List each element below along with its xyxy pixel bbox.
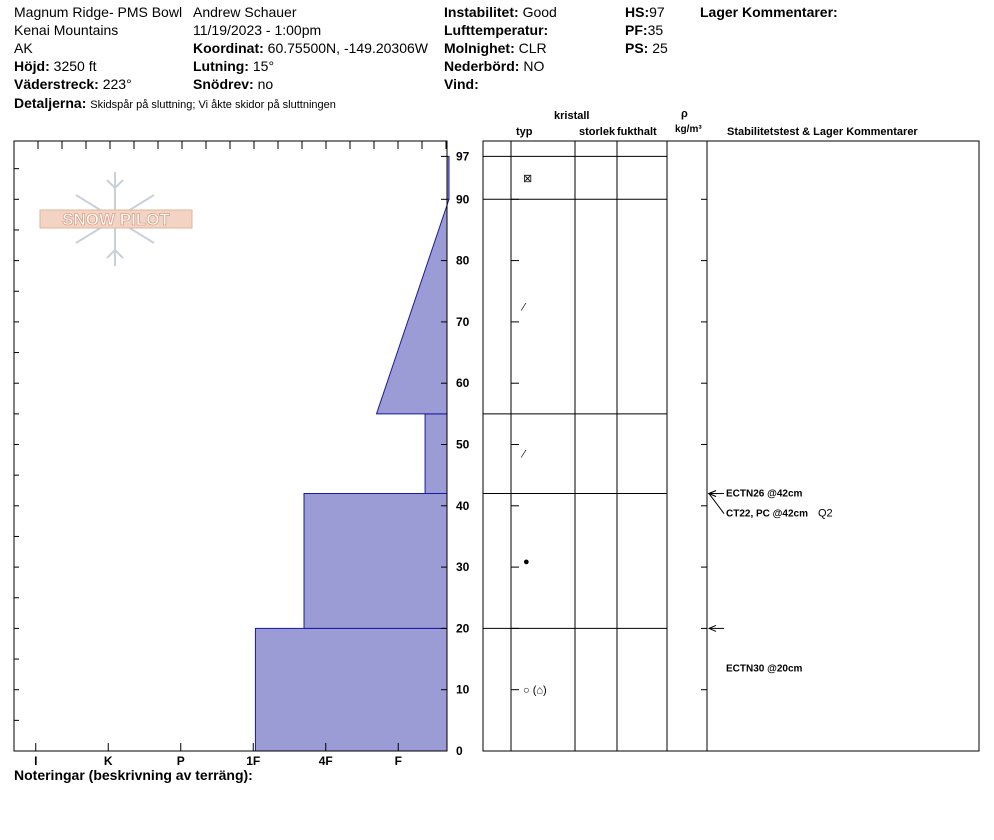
- test-extra-1: Q2: [818, 507, 833, 520]
- y-tick-label-97: 97: [456, 149, 470, 164]
- y-tick-label-10: 10: [456, 682, 470, 697]
- y-tick-label-40: 40: [456, 498, 470, 513]
- hs-label: HS:: [625, 4, 650, 20]
- coord-value: 60.75500N, -149.20306W: [267, 40, 428, 56]
- hardness-layer-0: [255, 628, 447, 751]
- y-tick-label-60: 60: [456, 376, 470, 391]
- wind-label: Vind:: [444, 76, 479, 92]
- type-header: typ: [516, 126, 533, 138]
- moisture-header: fukthalt: [617, 126, 657, 138]
- details-value: Skidspår på sluttning; Vi åkte skidor på sluttningen: [90, 99, 336, 111]
- hardness-layer-2: [425, 414, 447, 494]
- x-tick-label-F: F: [394, 754, 402, 768]
- hs-value: 97: [649, 4, 665, 20]
- pf-value: 35: [647, 22, 664, 38]
- air-temp-label: Lufttemperatur:: [444, 22, 549, 38]
- grain-type-2: ⁄: [523, 448, 525, 461]
- x-tick-label-I: I: [34, 754, 38, 768]
- notes-label: Noteringar (beskrivning av terräng):: [14, 767, 253, 783]
- stability-value: Good: [522, 4, 557, 20]
- elevation-value: 3250 ft: [53, 58, 97, 74]
- grain-type-1: ⁄: [523, 301, 525, 314]
- test-arrow-1: [709, 494, 724, 514]
- pf-label: PF:: [625, 22, 648, 38]
- precip-label: Nederbörd:: [444, 58, 520, 74]
- logo-text: SNOW PILOT: [62, 210, 170, 229]
- datetime: 11/19/2023 - 1:00pm: [193, 22, 322, 38]
- size-header: storlek: [579, 126, 616, 138]
- coord-label: Koordinat:: [193, 40, 264, 56]
- crystal-header: kristall: [554, 110, 590, 122]
- slope-value: 15°: [252, 58, 275, 74]
- grain-type-0: ⊠: [523, 172, 533, 185]
- ps-label: PS:: [625, 40, 649, 56]
- snow-pilot-logo: [40, 172, 192, 266]
- precip-value: NO: [523, 58, 545, 74]
- test-label-0: ECTN26 @42cm: [726, 488, 803, 500]
- mountain-range: Kenai Mountains: [14, 22, 119, 38]
- y-tick-label-30: 30: [456, 560, 470, 575]
- x-tick-label-K: K: [103, 754, 113, 768]
- test-label-2: ECTN30 @20cm: [726, 663, 803, 675]
- y-tick-label-70: 70: [456, 314, 470, 329]
- rho-header: ρ: [681, 108, 688, 120]
- ps-value: 25: [652, 40, 668, 56]
- sky-label: Molnighet:: [444, 40, 515, 56]
- observer: Andrew Schauer: [193, 4, 297, 20]
- layer-comments-label: Lager Kommentarer:: [700, 4, 838, 20]
- y-tick-label-0: 0: [456, 744, 463, 758]
- density-unit-header: kg/m³: [675, 124, 702, 135]
- wind-loading-value: no: [257, 76, 274, 92]
- hardness-layer-1: [304, 494, 447, 629]
- elevation-label: Höjd:: [14, 58, 50, 74]
- aspect-label: Väderstreck:: [14, 76, 99, 92]
- grain-type-4: ○ (⌂): [523, 684, 547, 697]
- aspect-value: 223°: [102, 76, 132, 92]
- location: Magnum Ridge- PMS Bowl: [14, 4, 183, 20]
- x-tick-label-4F: 4F: [318, 754, 333, 768]
- hardness-layer-3: [377, 199, 450, 414]
- y-tick-label-50: 50: [456, 437, 470, 452]
- stability-test-header: Stabilitetstest & Lager Kommentarer: [727, 126, 918, 138]
- sky-value: CLR: [518, 40, 547, 56]
- wind-loading-label: Snödrev:: [193, 76, 254, 92]
- slope-label: Lutning:: [193, 58, 249, 74]
- x-tick-label-1F: 1F: [246, 754, 261, 768]
- details-label: Detaljerna:: [14, 95, 87, 111]
- stability-label: Instabilitet:: [444, 4, 519, 20]
- state: AK: [14, 40, 33, 56]
- y-tick-label-90: 90: [456, 192, 470, 207]
- y-tick-label-80: 80: [456, 253, 470, 268]
- y-tick-label-20: 20: [456, 621, 470, 636]
- grain-type-3: ●: [523, 555, 530, 568]
- test-label-1: CT22, PC @42cm: [726, 508, 809, 520]
- layer-table-frame: [483, 141, 979, 751]
- x-tick-label-P: P: [176, 754, 185, 768]
